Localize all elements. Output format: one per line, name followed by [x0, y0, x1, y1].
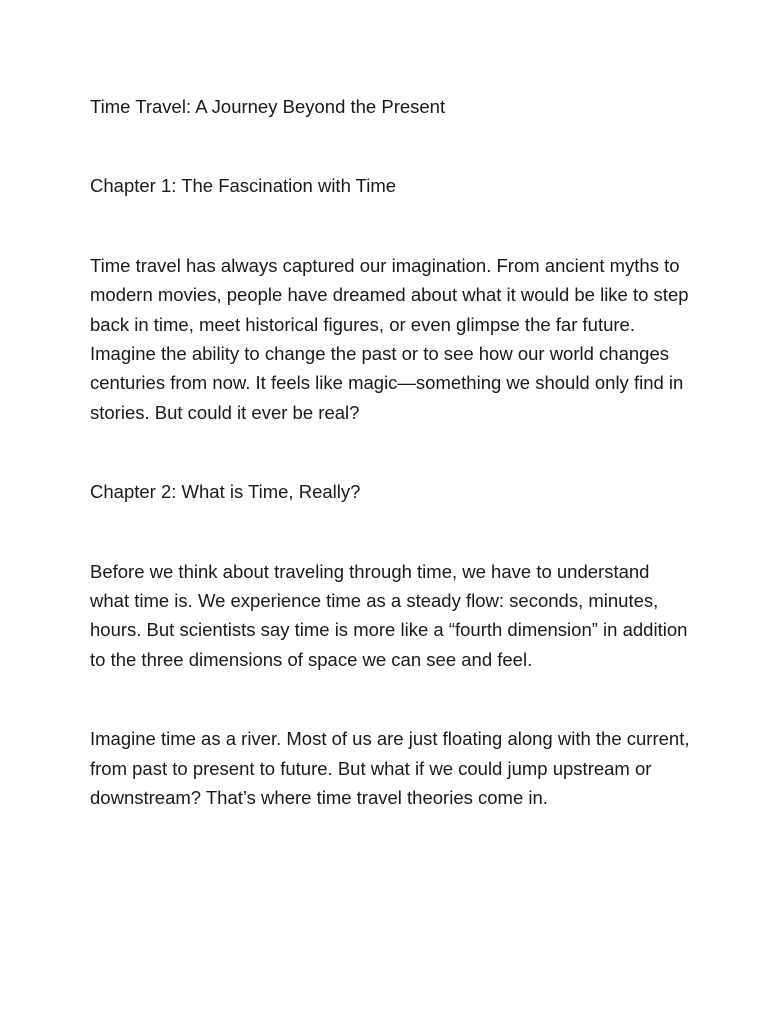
chapter-2-heading: Chapter 2: What is Time, Really?: [90, 481, 361, 503]
chapter-1-heading: Chapter 1: The Fascination with Time: [90, 175, 397, 197]
document-body: [90, 92, 690, 813]
chapter-1-paragraph: Time travel has always captured our imagination. From ancient myths to modern movies, people have dreamed about what it would be like to step back in time, meet historical figures, or even glimpse the far future. Imagine the ability to change the past or to see how our world changes centuries from now. It feels like magic—something we should only find in stories. But could it ever be real?: [90, 254, 689, 423]
chapter-2-paragraph-2: Imagine time as a river. Most of us are just floating along with the current, from past to present to future. But what if we could jump upstream or downstream? That’s where time travel theories come in.: [90, 728, 690, 809]
document-title: Time Travel: A Journey Beyond the Present: [90, 96, 446, 117]
chapter-2-paragraph-1: Before we think about traveling through time, we have to understand what time is. We experience time as a steady flow: seconds, minutes, hours. But scientists say time is more like a “fourth dimension” in addition to the three dimensions of space we can see and feel.: [90, 560, 688, 670]
